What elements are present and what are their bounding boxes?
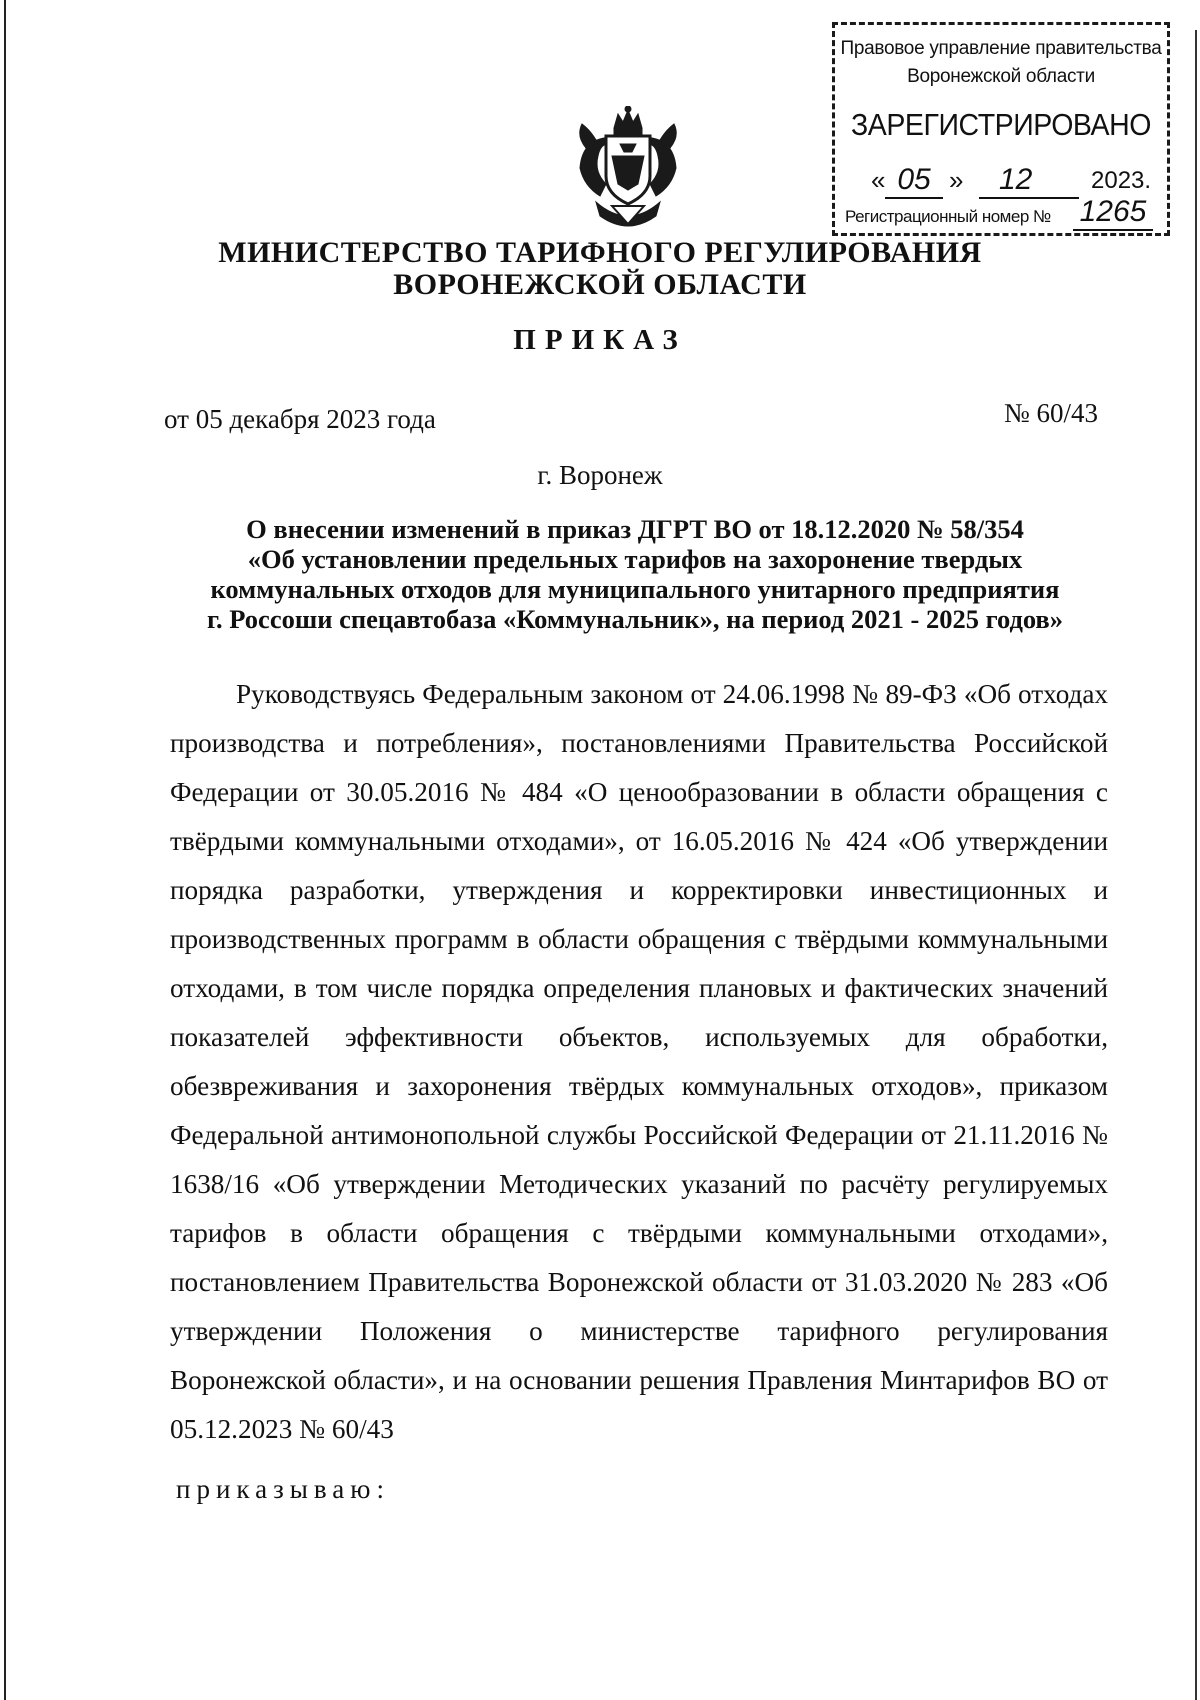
stamp-org-line-1: Правовое управление правительства [840, 38, 1162, 59]
order-city: г. Воронеж [537, 460, 663, 490]
order-date: от 05 декабря 2023 года [164, 404, 436, 434]
quote-mark-icon: « [871, 165, 886, 195]
order-number: № 60/43 [1004, 398, 1099, 428]
document-type-title: ПРИКАЗ [513, 324, 687, 356]
stamp-date-day: 05 [885, 163, 943, 199]
stamp-org-line-2: Воронежской области [907, 66, 1095, 87]
stamp-reg-label: Регистрационный номер № [845, 207, 1051, 226]
subject-line-2: «Об установлении предельных тарифов на захоронение твердых [247, 544, 1023, 574]
registration-stamp [832, 22, 1170, 236]
subject-line-1: О внесении изменений в приказ ДГРТ ВО от 18.12.2020 № 58/354 [246, 514, 1024, 544]
quote-mark-icon: » [949, 165, 964, 195]
subject-line-4: г. Россоши спецавтобаза «Коммунальник», на период 2021 - 2025 годов» [206, 604, 1063, 634]
coat-of-arms-icon [572, 106, 684, 232]
stamp-organization [835, 35, 1167, 91]
stamp-date-month: 12 [979, 163, 1079, 199]
stamp-date-year: 2023. [1091, 167, 1152, 194]
ministry-name-line-2: ВОРОНЕЖСКОЙ ОБЛАСТИ [393, 268, 807, 301]
ministry-name-line-1: МИНИСТЕРСТВО ТАРИФНОГО РЕГУЛИРОВАНИЯ [218, 236, 982, 269]
subject-line-3: коммунальных отходов для муниципального унитарного предприятия [210, 574, 1060, 604]
stamp-status: ЗАРЕГИСТРИРОВАНО [851, 107, 1151, 142]
order-closing-word: приказываю: [176, 1474, 390, 1504]
preamble-paragraph: Руководствуясь Федеральным законом от 24.06.1998 № 89-ФЗ «Об отходах производства и потребления», постановлениями Правительства Российской Федерации от 30.05.2016 № 484 «О ценообразовании в области обращения с твёрдыми коммунальными отходами», от 16.05.2016 № 424 «Об утверждении порядка разработки, утверждения и корректировки инвестиционных и производственных программ в области обращения с твёрдыми коммунальными отходами, в том числе порядка определения плановых и фактических значений показателей эффективности объектов, используемых для обработки, обезвреживания и захоронения твёрдых коммунальных отходов», приказом Федеральной антимонопольной службы Российской Федерации от 21.11.2016 № 1638/16 «Об утверждении Методических указаний по расчёту регулируемых тарифов в области обращения с твёрдыми коммунальными отходами», постановлением Правительства Воронежской области от 31.03.2020 № 283 «Об утверждении Положения о министерстве тарифного регулирования Воронежской области», и на основании решения Правления Минтарифов ВО от 05.12.2023 № 60/43 [170, 679, 1108, 1444]
stamp-reg-number: 1265 [1073, 195, 1153, 231]
order-subject [168, 514, 1102, 634]
